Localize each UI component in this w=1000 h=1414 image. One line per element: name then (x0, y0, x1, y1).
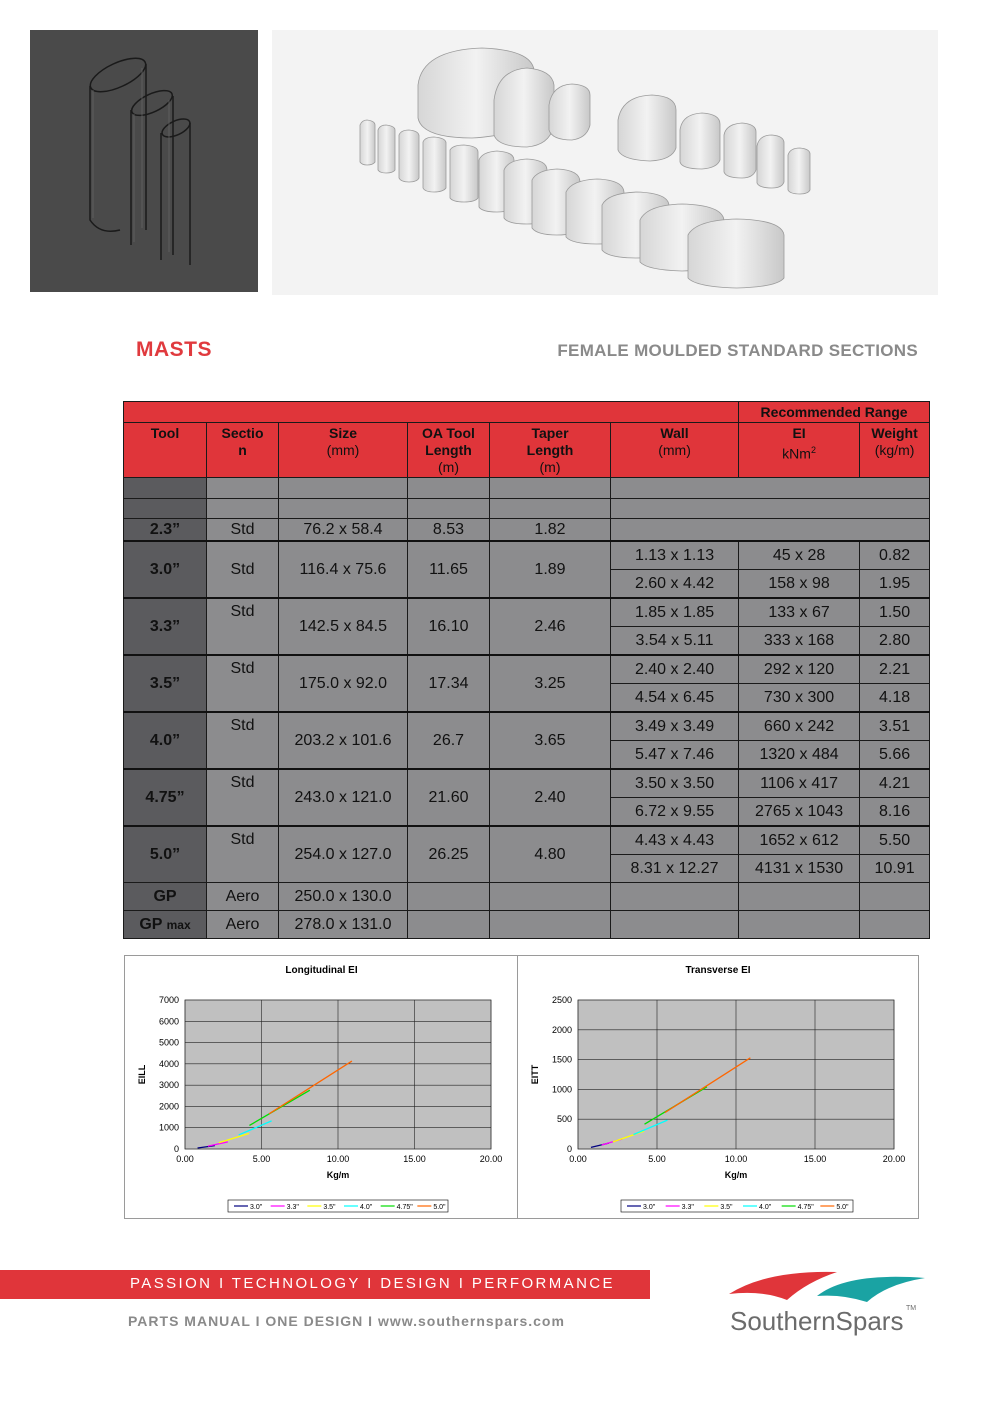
tool-label: 3.5” (149, 674, 181, 692)
weight-cell: 5.50 (860, 826, 930, 855)
legend-label: 4.0" (360, 1204, 373, 1211)
column-header-line: Taper (531, 425, 569, 441)
ei-cell (739, 883, 860, 911)
column-header-line: (mm) (658, 442, 691, 458)
size-cell: 203.2 x 101.6 (279, 712, 408, 769)
wall-cell: 4.54 x 6.45 (611, 684, 739, 713)
column-header (124, 423, 207, 478)
legend-label: 4.0" (759, 1204, 772, 1211)
table-row (124, 826, 930, 855)
y-axis-label: EITT (530, 1064, 540, 1085)
ei-cell: 2765 x 1043 (739, 798, 860, 827)
legend-label: 4.75" (396, 1204, 413, 1211)
y-tick-label: 5000 (158, 1037, 179, 1048)
legend-label: 5.0" (836, 1204, 849, 1211)
oa-cell (408, 911, 490, 939)
legend-label: 4.75" (797, 1204, 814, 1211)
mast-wireframe-image (30, 30, 258, 292)
column-header-line: (m) (438, 459, 459, 475)
x-tick-label: 20.00 (882, 1154, 906, 1164)
chart-title: Longitudinal EI (285, 965, 358, 976)
blank-cell (611, 499, 930, 519)
column-header-line: (m) (539, 459, 561, 475)
transverse-ei-chart (517, 955, 919, 1219)
column-header (279, 423, 408, 478)
section-cell: Aero (207, 883, 279, 911)
size-cell: 142.5 x 84.5 (279, 598, 408, 655)
tool-label: 5.0” (149, 845, 181, 863)
ei-cell: 158 x 98 (739, 570, 860, 599)
weight-cell: 4.18 (860, 684, 930, 713)
ei-cell: 1320 x 484 (739, 741, 860, 770)
taper-cell: 3.65 (490, 712, 611, 769)
weight-cell: 5.66 (860, 741, 930, 770)
legend-box (621, 1200, 853, 1212)
blank-cell (279, 478, 408, 499)
taper-cell: 4.80 (490, 826, 611, 883)
ei-cell: 45 x 28 (739, 541, 860, 570)
oa-cell: 26.25 (408, 826, 490, 883)
unit-superscript: 2 (810, 445, 816, 455)
trademark-mark: TM (906, 1305, 917, 1312)
size-cell: 116.4 x 75.6 (279, 541, 408, 598)
table-row (124, 712, 930, 741)
table-row (124, 541, 930, 570)
footer-manual-text: PARTS MANUAL I ONE DESIGN I www.southernspars.com (128, 1313, 565, 1329)
oa-cell: 11.65 (408, 541, 490, 598)
wall-cell: 6.72 x 9.55 (611, 798, 739, 827)
column-header-line: Wall (660, 425, 689, 441)
tool-cell (124, 598, 207, 655)
column-header-line: Weight (871, 425, 918, 441)
x-axis-label: Kg/m (326, 1170, 350, 1180)
tool-cell (124, 712, 207, 769)
ei-cell: 1106 x 417 (739, 769, 860, 798)
legend-label: 3.3" (681, 1204, 694, 1211)
wall-cell: 4.43 x 4.43 (611, 826, 739, 855)
column-header-line: kNm (782, 445, 811, 462)
column-header-line: EI (792, 425, 806, 441)
taper-cell: 3.25 (490, 655, 611, 712)
wall-cell: 2.60 x 4.42 (611, 570, 739, 599)
x-tick-label: 5.00 (648, 1154, 666, 1164)
table-row (124, 769, 930, 798)
column-header-line: Length (526, 442, 574, 458)
size-cell: 254.0 x 127.0 (279, 826, 408, 883)
wall-cell: 3.50 x 3.50 (611, 769, 739, 798)
y-tick-label: 1000 (158, 1122, 179, 1133)
table-blank-row (124, 478, 930, 499)
column-header (490, 423, 611, 478)
x-tick-label: 20.00 (479, 1154, 503, 1164)
size-cell: 243.0 x 121.0 (279, 769, 408, 826)
blank-cell (124, 478, 207, 499)
y-tick-label: 2500 (551, 995, 572, 1005)
blank-cell (124, 499, 207, 519)
wall-cell: 3.54 x 5.11 (611, 627, 739, 656)
tool-cell (124, 911, 207, 939)
legend-label: 3.5" (720, 1204, 733, 1211)
oa-cell (408, 883, 490, 911)
section-cell: Aero (207, 911, 279, 939)
legend-label: 5.0" (433, 1204, 446, 1211)
table-column-header-row (124, 423, 930, 478)
oa-cell: 16.10 (408, 598, 490, 655)
column-header (207, 423, 279, 478)
column-header-line: n (238, 442, 247, 458)
logo-teal-sail-icon (817, 1277, 925, 1302)
table-row (124, 598, 930, 627)
tool-cell (124, 769, 207, 826)
blank-cell (408, 499, 490, 519)
y-tick-label: 2000 (158, 1101, 179, 1112)
x-tick-label: 10.00 (724, 1154, 748, 1164)
ei-cell: 133 x 67 (739, 598, 860, 627)
table-row (124, 883, 930, 911)
column-header-line: OA Tool (422, 425, 475, 441)
size-cell: 175.0 x 92.0 (279, 655, 408, 712)
tool-label: GP (139, 915, 163, 933)
wall-cell: 1.13 x 1.13 (611, 541, 739, 570)
column-header-line: Tool (150, 425, 180, 441)
empty-range-cell (611, 519, 930, 542)
y-tick-label: 1000 (551, 1084, 572, 1095)
x-tick-label: 0.00 (176, 1154, 194, 1164)
column-header-line: (kg/m) (874, 442, 915, 458)
mast-sections-table (123, 401, 930, 939)
ei-cell: 333 x 168 (739, 627, 860, 656)
y-axis-label: EILL (137, 1064, 147, 1085)
section-cell: Std (207, 598, 279, 655)
column-header-line: Size (328, 425, 357, 441)
blank-cell (408, 478, 490, 499)
column-header (408, 423, 490, 478)
weight-cell: 3.51 (860, 712, 930, 741)
taper-cell (490, 883, 611, 911)
wall-cell: 3.49 x 3.49 (611, 712, 739, 741)
tool-label: 4.0” (149, 731, 181, 749)
wall-cell: 2.40 x 2.40 (611, 655, 739, 684)
column-header-line: Length (425, 442, 472, 458)
x-tick-label: 0.00 (569, 1154, 587, 1164)
tool-cell (124, 883, 207, 911)
brand-name: SouthernSpars (730, 1306, 904, 1336)
section-cell: Std (207, 826, 279, 883)
tool-sub-label: max (166, 917, 191, 932)
table-row (124, 655, 930, 684)
logo-red-sail-icon (729, 1272, 837, 1300)
tool-label: 4.75” (145, 788, 185, 806)
weight-cell: 4.21 (860, 769, 930, 798)
y-tick-label: 3000 (158, 1080, 179, 1091)
column-header-line: Sectio (221, 425, 264, 441)
column-header (611, 423, 739, 478)
recommended-range-header: Recommended Range (739, 402, 930, 423)
section-cell: Std (207, 712, 279, 769)
x-axis-label: Kg/m (724, 1170, 748, 1180)
tool-label: 2.3” (149, 520, 181, 538)
mast-sections-render-image (272, 30, 938, 295)
tool-label: 3.0” (149, 560, 181, 578)
ei-cell (739, 911, 860, 939)
oa-cell: 26.7 (408, 712, 490, 769)
section-cell: Std (207, 541, 279, 598)
column-header-line: (mm) (326, 442, 360, 458)
section-cell: Std (207, 655, 279, 712)
weight-cell: 10.91 (860, 855, 930, 883)
weight-cell: 8.16 (860, 798, 930, 827)
x-tick-label: 15.00 (803, 1154, 827, 1164)
y-tick-label: 6000 (158, 1016, 179, 1027)
y-tick-label: 0 (173, 1144, 179, 1154)
footer-tagline: PASSION I TECHNOLOGY I DESIGN I PERFORMANCE (130, 1275, 615, 1292)
taper-cell: 1.89 (490, 541, 611, 598)
blank-cell (490, 478, 611, 499)
ei-cell: 660 x 242 (739, 712, 860, 741)
wall-cell: 5.47 x 7.46 (611, 741, 739, 770)
ei-cell: 730 x 300 (739, 684, 860, 713)
tool-cell (124, 655, 207, 712)
oa-cell: 21.60 (408, 769, 490, 826)
tool-label: GP (153, 887, 177, 905)
ei-cell: 1652 x 612 (739, 826, 860, 855)
taper-cell (490, 911, 611, 939)
weight-cell: 1.95 (860, 570, 930, 599)
legend-label: 3.3" (286, 1204, 299, 1211)
tool-cell (124, 541, 207, 598)
blank-cell (611, 478, 930, 499)
ei-cell: 4131 x 1530 (739, 855, 860, 883)
header-spacer (124, 402, 739, 423)
size-cell: 76.2 x 58.4 (279, 519, 408, 542)
weight-cell (860, 911, 930, 939)
tool-cell (124, 826, 207, 883)
y-tick-label: 4000 (158, 1058, 179, 1069)
table-row (124, 911, 930, 939)
tool-label: 3.3” (149, 617, 181, 635)
longitudinal-ei-chart (124, 955, 519, 1219)
oa-cell: 17.34 (408, 655, 490, 712)
weight-cell: 1.50 (860, 598, 930, 627)
legend-label: 3.0" (250, 1204, 263, 1211)
wall-cell: 8.31 x 12.27 (611, 855, 739, 883)
section-cell: Std (207, 769, 279, 826)
size-cell: 278.0 x 131.0 (279, 911, 408, 939)
blank-cell (207, 478, 279, 499)
taper-cell: 2.40 (490, 769, 611, 826)
blank-cell (490, 499, 611, 519)
section-subtitle: FEMALE MOULDED STANDARD SECTIONS (557, 341, 918, 360)
ei-cell: 292 x 120 (739, 655, 860, 684)
blank-cell (207, 499, 279, 519)
wall-cell (611, 911, 739, 939)
x-tick-label: 15.00 (403, 1154, 426, 1164)
legend-label: 3.0" (643, 1204, 656, 1211)
tool-cell (124, 519, 207, 542)
y-tick-label: 7000 (158, 995, 179, 1005)
wall-cell (611, 883, 739, 911)
y-tick-label: 2000 (551, 1024, 572, 1035)
page-title: MASTS (136, 338, 212, 361)
y-tick-label: 1500 (551, 1054, 572, 1065)
taper-cell: 2.46 (490, 598, 611, 655)
y-tick-label: 500 (556, 1114, 572, 1125)
table-blank-row (124, 499, 930, 519)
column-header (860, 423, 930, 478)
x-tick-label: 10.00 (326, 1154, 350, 1164)
weight-cell: 0.82 (860, 541, 930, 570)
size-cell: 250.0 x 130.0 (279, 883, 408, 911)
y-tick-label: 0 (566, 1144, 572, 1154)
taper-cell: 1.82 (490, 519, 611, 542)
legend-label: 3.5" (323, 1204, 336, 1211)
section-cell: Std (207, 519, 279, 542)
table-group-header-row (124, 402, 930, 423)
oa-cell: 8.53 (408, 519, 490, 542)
blank-cell (279, 499, 408, 519)
column-header (739, 423, 860, 478)
weight-cell: 2.80 (860, 627, 930, 656)
wall-cell: 1.85 x 1.85 (611, 598, 739, 627)
weight-cell (860, 883, 930, 911)
chart-title: Transverse EI (685, 965, 751, 976)
weight-cell: 2.21 (860, 655, 930, 684)
x-tick-label: 5.00 (252, 1154, 271, 1164)
table-row (124, 519, 930, 542)
